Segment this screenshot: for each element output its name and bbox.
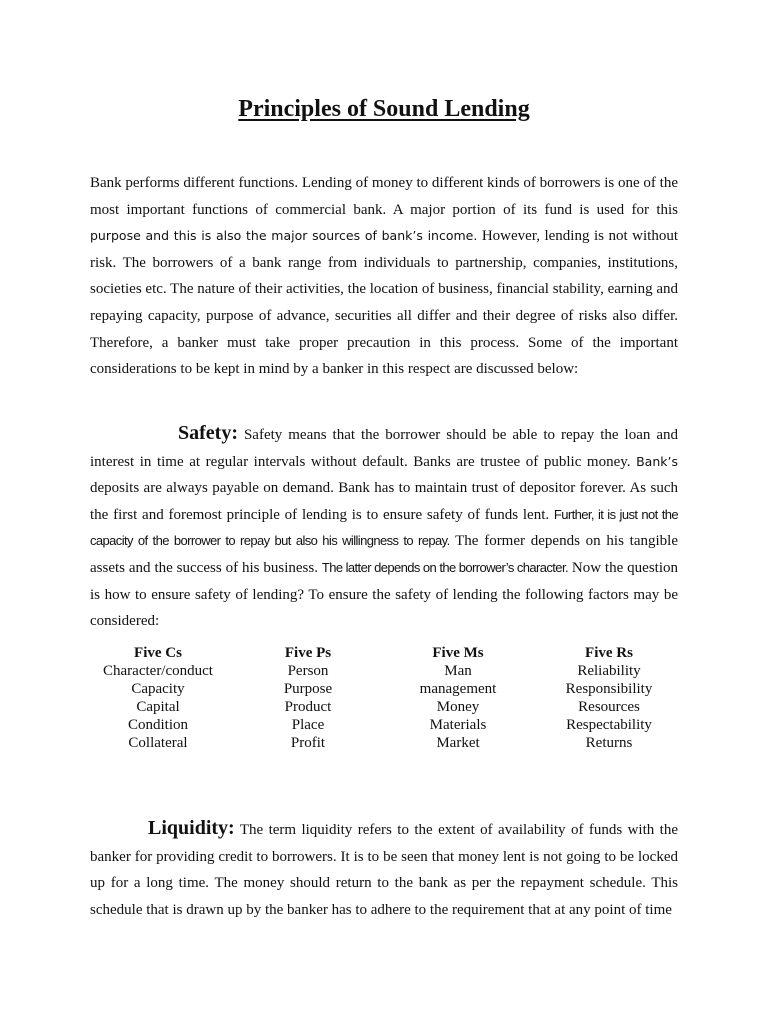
five-ms-item: management (419, 681, 497, 697)
five-ms-item: Market (436, 735, 480, 751)
safety-paragraph (90, 420, 678, 635)
safety-heading: Safety: (178, 422, 238, 444)
liquidity-paragraph (90, 815, 678, 923)
safety-text-4: Further, it is just not the capacity of the borrower to repay but also his willingness to repay. (90, 506, 678, 549)
five-rs-item: Responsibility (565, 681, 653, 697)
five-cs-heading: Five Cs (134, 645, 182, 661)
page-title: Principles of Sound Lending (238, 96, 530, 122)
five-cs-item: Character/conduct (103, 663, 213, 679)
five-cs-item: Condition (127, 717, 188, 733)
five-rs-column (529, 644, 689, 752)
safety-text-3: deposits are always payable on demand. Bank has to maintain trust of depositor forever. As such the first and foremost principle of lending is to ensure safety of funds lent. (90, 480, 678, 523)
safety-text-5: The former depends on his tangible assets and the success of his business. (90, 533, 678, 576)
five-ps-item: Purpose (283, 681, 333, 697)
five-cs-column (78, 644, 238, 752)
five-ms-item: Man (444, 663, 472, 679)
safety-text-6: The latter depends on the borrower’s character. (321, 559, 568, 575)
liquidity-text: The term liquidity refers to the extent of availability of funds with the banker for providing credit to borrowers. It is to be seen that money lent is not going to be locked up for a long time. The money should return to the bank as per the repayment schedule. This schedule that is drawn up by the banker has to adhere to the requirement that at any point of time (90, 822, 678, 918)
safety-text-2: Bank’s (636, 453, 678, 469)
intro-text-1: Bank performs different functions. Lending of money to different kinds of borrowers is one of the most important functions of commercial bank. A major portion of its fund is used for this (90, 175, 678, 218)
five-ps-item: Person (287, 663, 329, 679)
intro-text-2: purpose and this is also the major sources of bank’s income. (90, 228, 478, 244)
intro-paragraph (90, 170, 678, 383)
intro-text-3: However, lending is not without risk. The borrowers of a bank range from individuals to partnership, companies, institutions, societies etc. The nature of their activities, the location of business, financial stability, earning and repaying capacity, purpose of advance, securities all differ and their degree of risks also differ. Therefore, a banker must take proper precaution in this process. Some of the important considerations to be kept in mind by a banker in this respect are discussed below: (90, 228, 678, 378)
five-cs-item: Capacity (131, 681, 185, 697)
safety-text-7: Now the question is how to ensure safety of lending? To ensure the safety of lending the following factors may be considered: (90, 559, 678, 630)
five-ms-item: Money (436, 699, 480, 715)
five-rs-item: Resources (578, 699, 640, 715)
five-ps-heading: Five Ps (284, 645, 332, 661)
five-cs-item: Capital (136, 699, 180, 715)
five-rs-item: Reliability (577, 663, 641, 679)
five-ps-column (228, 644, 388, 752)
five-ms-column (378, 644, 538, 752)
five-rs-heading: Five Rs (585, 645, 633, 661)
five-cs-item: Collateral (128, 735, 188, 751)
safety-text-1: Safety means that the borrower should be able to repay the loan and interest in time at regular intervals without default. Banks are trustee of public money. (90, 427, 678, 470)
five-ms-heading: Five Ms (432, 645, 484, 661)
five-ps-item: Product (284, 699, 332, 715)
five-ps-item: Place (291, 717, 325, 733)
five-ps-item: Profit (290, 735, 326, 751)
liquidity-heading: Liquidity: (148, 817, 235, 839)
five-ms-item: Materials (429, 717, 487, 733)
five-rs-item: Returns (585, 735, 633, 751)
five-rs-item: Respectability (566, 717, 652, 733)
